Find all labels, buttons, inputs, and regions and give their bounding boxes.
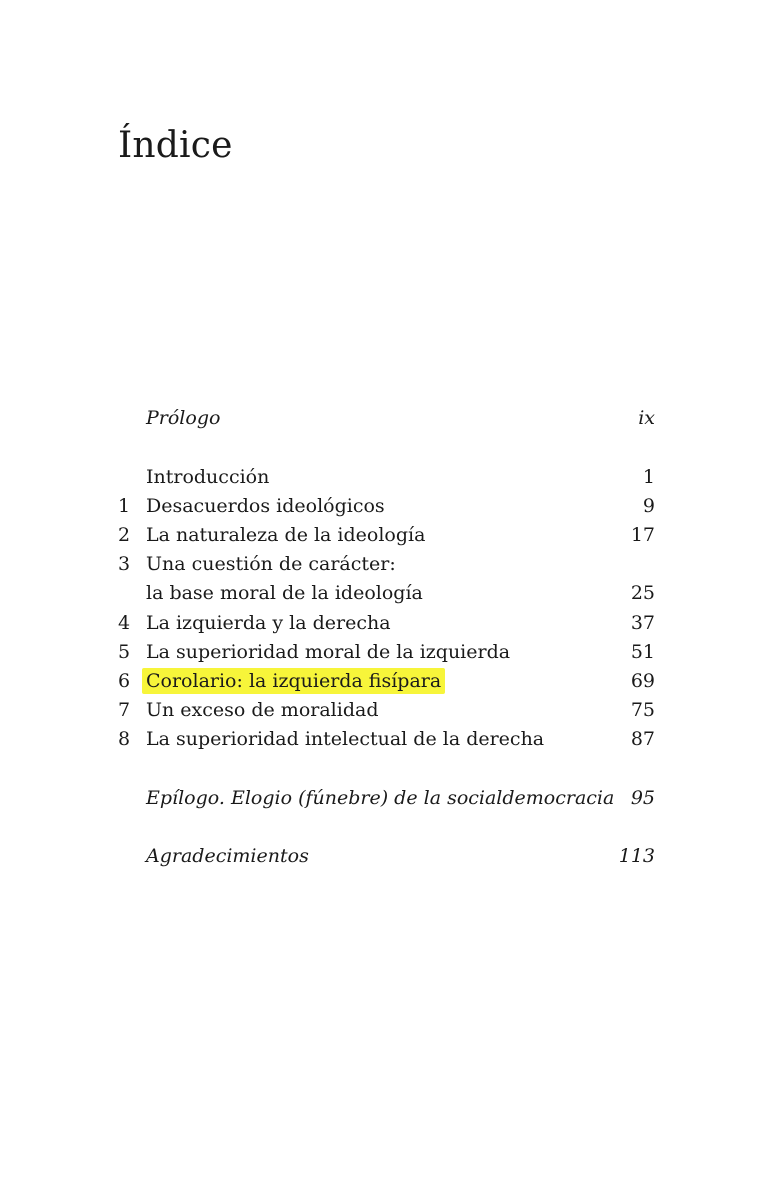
toc-entry-chapter-4 — [110, 610, 655, 636]
page-title: Índice — [118, 125, 233, 166]
toc-entry-chapter-3-continued — [110, 580, 655, 606]
toc-entry-label: Una cuestión de carácter: — [146, 553, 396, 575]
toc-entry-label: La superioridad moral de la izquierda — [146, 641, 511, 663]
toc-entry-page: 87 — [630, 728, 655, 750]
toc-entry-label: La naturaleza de la ideología — [146, 524, 426, 546]
toc-entry-page: 51 — [630, 641, 655, 663]
toc-entry-page: 17 — [630, 524, 655, 546]
toc-entry-number: 7 — [118, 699, 131, 721]
toc-entry-page: 95 — [630, 787, 655, 809]
toc-entry-page: 37 — [630, 612, 655, 634]
toc-entry-page: 25 — [630, 582, 655, 604]
toc-entry-page: 1 — [642, 466, 655, 488]
toc-entry-page: 75 — [630, 699, 655, 721]
toc-entry-page: 113 — [618, 845, 655, 867]
toc-entry-label: Agradecimientos — [146, 845, 309, 867]
toc-entry-label: la base moral de la ideología — [146, 582, 423, 604]
toc-entry-chapter-3 — [110, 551, 655, 577]
toc-entry-number: 2 — [118, 524, 131, 546]
toc-entry-label: Un exceso de moralidad — [146, 699, 379, 721]
toc-entry-label: Desacuerdos ideológicos — [146, 495, 385, 517]
toc-entry-page: 9 — [642, 495, 655, 517]
toc-entry-agradecimientos — [110, 843, 655, 869]
toc-entry-label-highlighted: Corolario: la izquierda fisípara — [142, 668, 445, 694]
toc-entry-chapter-8 — [110, 726, 655, 752]
toc-entry-page: ix — [638, 407, 655, 429]
toc-entry-chapter-6 — [110, 668, 655, 694]
toc-entry-number: 6 — [118, 670, 131, 692]
toc-entry-number: 4 — [118, 612, 131, 634]
toc-entry-introduccion — [110, 464, 655, 490]
toc-entry-chapter-2 — [110, 522, 655, 548]
toc-entry-epilogo — [110, 785, 655, 811]
toc-entry-page: 69 — [630, 670, 655, 692]
toc-entry-chapter-5 — [110, 639, 655, 665]
toc-entry-number: 8 — [118, 728, 131, 750]
toc-entry-label: La izquierda y la derecha — [146, 612, 391, 634]
toc-entry-label: Prólogo — [146, 407, 221, 429]
toc-entry-chapter-1 — [110, 493, 655, 519]
toc-entry-chapter-7 — [110, 697, 655, 723]
toc-entry-prologo — [110, 405, 655, 431]
toc-entry-label: La superioridad intelectual de la derecha — [146, 728, 545, 750]
toc-entry-label: Introducción — [146, 466, 270, 488]
toc-entry-label: Epílogo. Elogio (fúnebre) de la socialdemocracia — [146, 787, 615, 809]
toc-entry-number: 1 — [118, 495, 131, 517]
toc-entry-number: 5 — [118, 641, 131, 663]
toc-entry-number: 3 — [118, 553, 131, 575]
